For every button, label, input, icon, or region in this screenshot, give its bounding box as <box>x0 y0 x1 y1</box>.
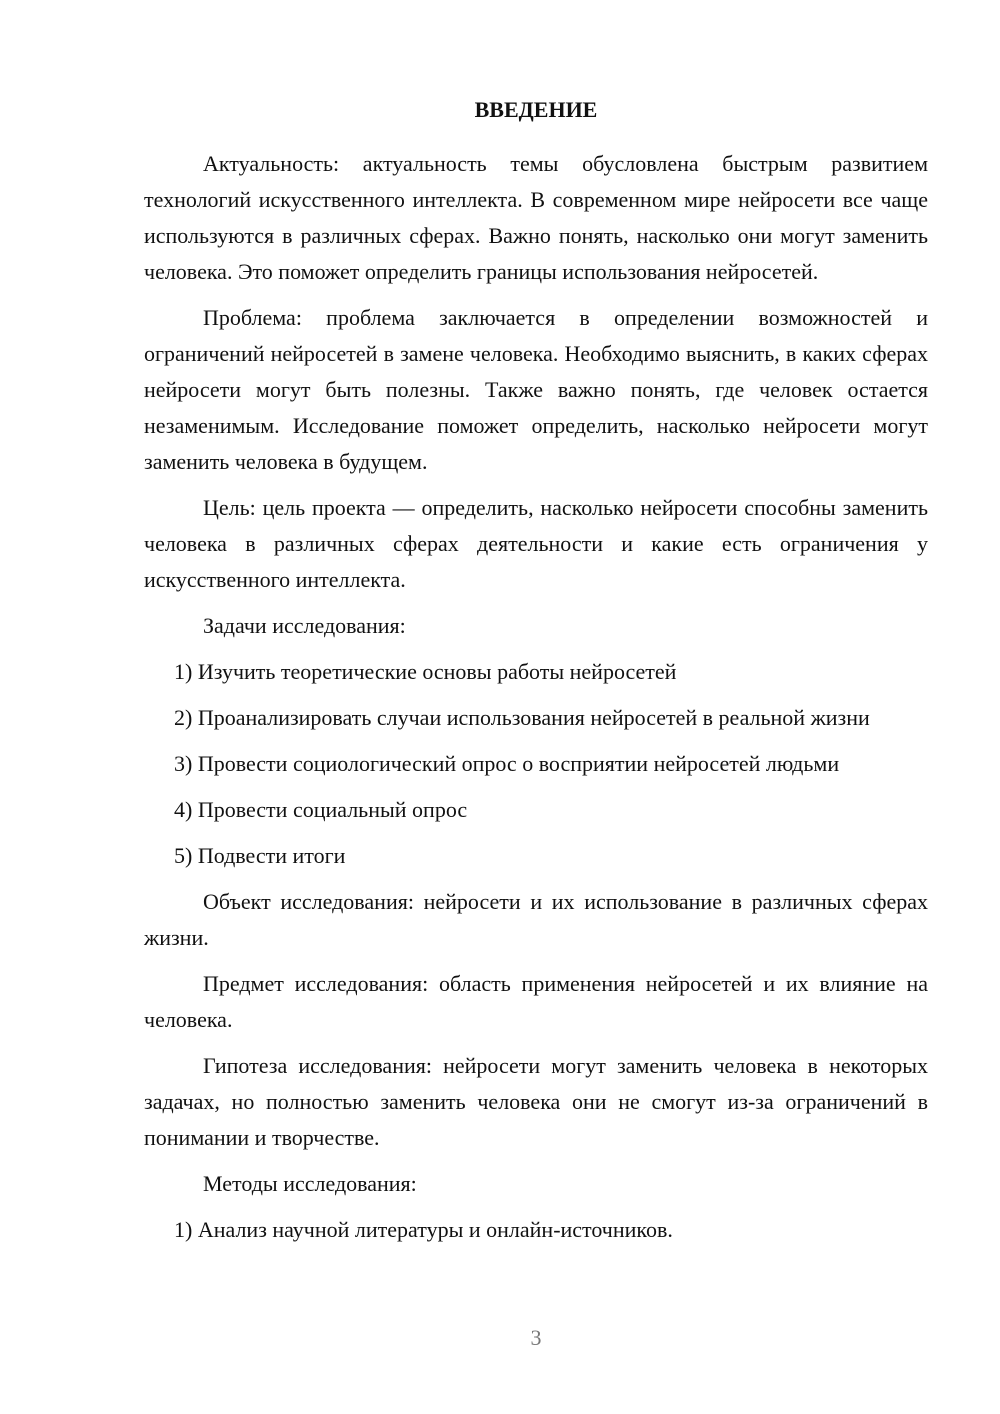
problem-paragraph: Проблема: проблема заключается в определении возможностей и ограничений нейросетей в замене человека. Необходимо выяснить, в каких сферах нейросети могут быть полезны. Также важно понять, где человек остается незаменимым. Исследование поможет определить, насколько нейросети могут заменить человека в будущем. <box>144 305 928 474</box>
goal-paragraph: Цель: цель проекта — определить, насколько нейросети способны заменить человека в различных сферах деятельности и какие есть ограничения у искусственного интеллекта. <box>144 495 928 592</box>
task-item-1: 1) Изучить теоретические основы работы нейросетей <box>174 659 677 684</box>
task-item-2: 2) Проанализировать случаи использования нейросетей в реальной жизни <box>174 705 870 730</box>
task-item-3: 3) Провести социологический опрос о восприятии нейросетей людьми <box>174 751 840 776</box>
task-item-5: 5) Подвести итоги <box>174 843 346 868</box>
method-item-1: 1) Анализ научной литературы и онлайн-источников. <box>174 1217 673 1242</box>
methods-heading: Методы исследования: <box>203 1171 417 1196</box>
section-title: ВВЕДЕНИЕ <box>474 97 598 122</box>
subject-paragraph: Предмет исследования: область применения нейросетей и их влияние на человека. <box>144 971 928 1032</box>
page-number: 3 <box>530 1325 542 1350</box>
tasks-heading: Задачи исследования: <box>203 613 406 638</box>
task-item-4: 4) Провести социальный опрос <box>174 797 468 822</box>
document-body <box>144 92 928 1258</box>
relevance-paragraph: Актуальность: актуальность темы обусловлена быстрым развитием технологий искусственного интеллекта. В современном мире нейросети все чаще используются в различных сферах. Важно понять, насколько они могут заменить человека. Это поможет определить границы использования нейросетей. <box>144 151 928 284</box>
hypothesis-paragraph: Гипотеза исследования: нейросети могут заменить человека в некоторых задачах, но полностью заменить человека они не смогут из-за ограничений в понимании и творчестве. <box>144 1053 928 1150</box>
object-paragraph: Объект исследования: нейросети и их использование в различных сферах жизни. <box>144 889 928 950</box>
